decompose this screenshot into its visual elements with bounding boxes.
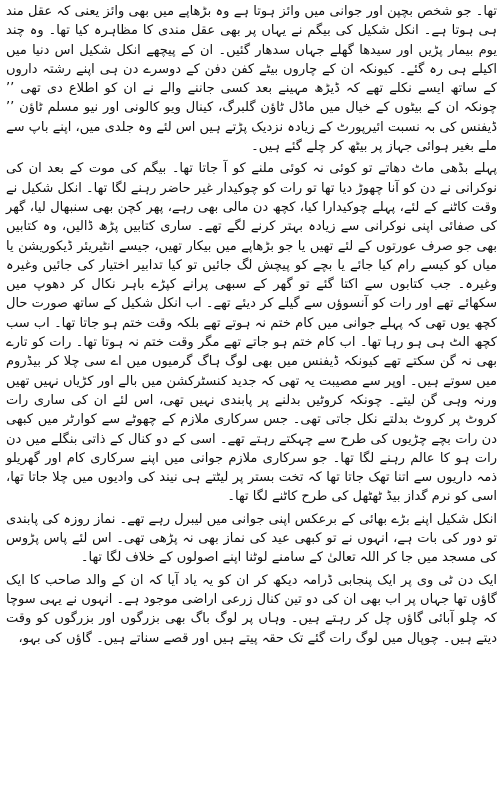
paragraph-3: انکل شکیل اپنے بڑے بھائی کے برعکس اپنی جوانی میں لیبرل رہے تھے۔ نماز روزہ کی پابندی تو دور کی بات ہے، انہوں نے تو کبھی عید کی نماز بھی نہ پڑھی تھی۔ اس لئے پاس پڑوس کی مسجد میں جا کر اللہ تعالیٰ کے سامنے لوٹنا اپنے اصولوں کے خلاف لگا تھا۔ xyxy=(6,511,497,566)
paragraph-4: ایک دن ٹی وی پر ایک پنجابی ڈرامہ دیکھ کر ان کو یہ یاد آیا کہ ان کے والد صاحب کا ایک گاؤں تھا جہاں پر اب بھی ان کی دو تین کنال زرعی اراضی موجود ہے۔ انہوں نے یہی سوچا کہ چلو آبائی گاؤں چل کر رہتے ہیں۔ وہاں پر لوگ باگ بھی بزرگوں اور بزرگوں کو وقت دیتے ہیں۔ چوپال میں لوگ رات گئے تک حقہ پیتے ہیں اور قصے سناتے ہیں۔ گاؤں کی بہو، xyxy=(6,572,497,646)
paragraph-2: پہلے بڈھی ماٹ دھاتے تو کوئی نہ کوئی ملنے کو آ جاتا تھا۔ بیگم کی موت کے بعد ان کی نوکرانی نے دن کو آنا چھوڑ دیا تھا تو رات کو چوکیدار غیر حاضر رہنے لگا تھا۔ انکل شکیل نے وقت کاٹنے کے لئے، پہلے چوکیدارا کیا، کچھ دن مالی بھی رہے، پھر کچن بھی سنبھال لیا، گھر کی صفائی اپنی نوکرانی سے زیادہ بہتر کرنے لگے تھے۔ ساری کتابیں پڑھ ڈالیں، وہ کتابیں بھی جو صرف عورتوں کے لئے تھیں یا جو بڑھاپے میں بیکار تھیں، جیسے انٹیریئر ڈیکوریشن یا میاں کو کیسے رام کیا جائے یا بچے کو پیچش لگ جائیں تو کیا تدابیر اختیار کی جائیں وغیرہ وغیرہ۔ جب کتابوں سے اکتا گئے تو گھر کے سبھی پرانے کپڑے باہر نکال کر دھوپ میں سکھائے تھے اور رات کو آنسوؤں سے گیلے کر دیئے تھے۔ اب انکل شکیل کے ساتھ صورت حال کچھ یوں تھی کہ پہلے جوانی میں کام ختم نہ ہوتے تھے بلکہ وقت ختم ہو جاتا تھا۔ اب سب کچھ الٹ ہی ہو رہا تھا۔ اب کام ختم ہو جاتے تھے مگر وقت ختم نہ ہوتا تھا۔ رات کو تارے بھی نہ گن سکتے تھے کیونکہ ڈیفنس میں بھی لوگ ہاگ گرمیوں میں اے سی چلا کر بیڈروم میں سوتے ہیں۔ اوپر سے مصیبت یہ تھی کہ جدید کنسٹرکشن میں بالے اور کڑیاں نہیں تھیں ورنہ وہی گن لیتے۔ چونکہ کروٹیں بدلنے پر پابندی نہیں تھی، اس لئے ان کی ساری رات کروٹ پر کروٹ بدلتے نکل جاتی تھی۔ جس سرکاری ملازم کے چھوٹے سے کوارٹر میں کبھی دن رات بچے چڑیوں کی طرح سے چہکتے رہتے تھے۔ اسی کے دو کنال کے ذاتی بنگلے میں دن رات ہو کا عالم رہنے لگا تھا۔ جو سرکاری ملازم جوانی میں اپنے سرکاری کام اور گھریلو ذمہ داریوں سے اتنا تھک جاتا تھا کہ تخت بستر پر لیٹتے ہی نیند کی وادیوں میں چلا جاتا تھا، اسی کو نرم گداز بیڈ ٹھٹھل کی طرح کاٹنے لگا تھا۔ xyxy=(6,161,497,505)
paragraph-1: تھا۔ جو شخص بچپن اور جوانی میں وائز ہوتا ہے وہ بڑھاپے میں بھی وائز یعنی کہ عقل مند ہی ہوتا ہے۔ انکل شکیل کی بیگم نے یہاں پر بھی عقل مندی کا مظاہرہ کیا تھا۔ وہ چند یوم بیمار پڑیں اور سیدھا گھلے جہاں سدھار گئیں۔ ان کے پیچھے انکل شکیل اس دنیا میں اکیلے ہی رہ گئے۔ کیونکہ ان کے چاروں بیٹے کفن دفن کے دوسرے دن ہی اپنے رشتہ داروں کے ساتھ ایسے نکلے تھے کہ ڈیڑھ مہینے بعد کسی جاننے والے نے ان کو اطلاع دی تھی ’’ چونکہ ان کے بیٹوں کے خیال میں ماڈل ٹاؤن گلبرگ، کینال ویو کالونی اور نیو مسلم ٹاؤن ’’ ڈیفنس کی بہ نسبت ائیرپورٹ کے زیادہ نزدیک پڑتے ہیں اس لئے وہ جلدی میں، اپنے باپ سے ملے بغیر ہوائی جہاز پر بیٹھ کر چلے گئے ہیں۔ xyxy=(6,4,497,155)
